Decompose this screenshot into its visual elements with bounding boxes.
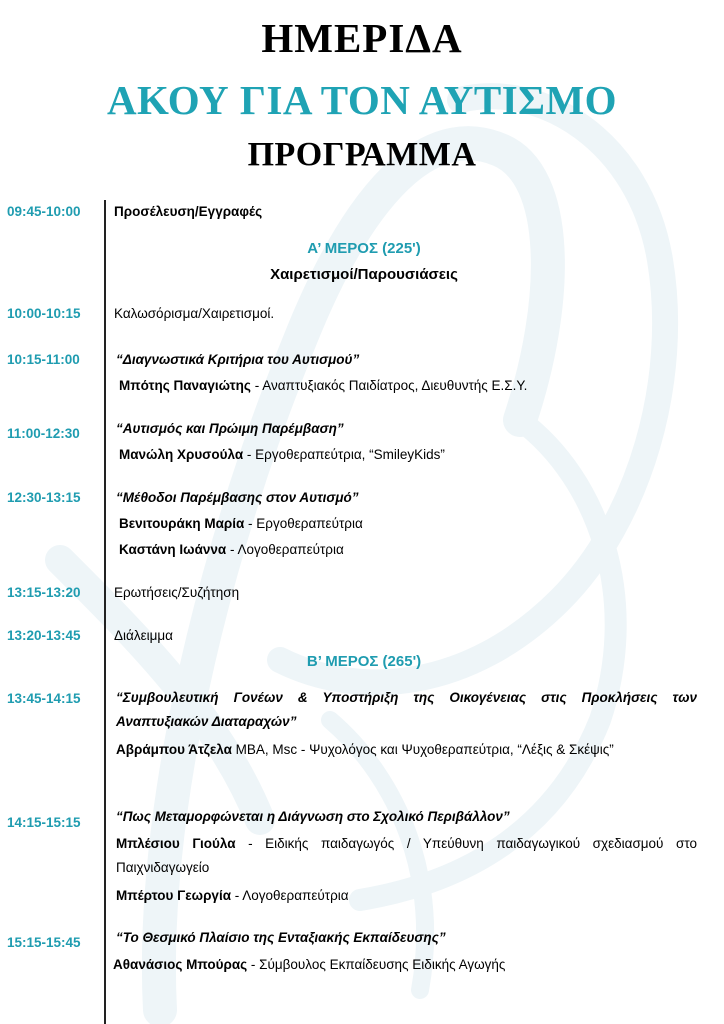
speaker-line	[116, 888, 349, 903]
speaker-name: Αβράμπου Άτζελα	[116, 742, 232, 757]
speaker-role: - Ειδικής παιδαγωγός / Υπεύθυνη παιδαγωγικού σχεδιασμού στο Παιχνιδαγωγείο	[116, 836, 697, 875]
item-title: “Διαγνωστικά Κριτήρια του Αυτισμού”	[116, 352, 360, 367]
speaker-role: - Εργοθεραπεύτρια	[244, 516, 363, 531]
item-title: “Πως Μεταμορφώνεται η Διάγνωση στο Σχολικό Περιβάλλον”	[116, 809, 510, 824]
section-a-title: Α’ ΜΕΡΟΣ (225')	[307, 240, 421, 257]
item-title: Προσέλευση/Εγγραφές	[114, 204, 263, 219]
section-b-title: Β’ ΜΕΡΟΣ (265')	[306, 653, 422, 670]
speaker-role: - Εργοθεραπεύτρια, “SmileyKids”	[243, 447, 445, 462]
speaker-name: Βενιτουράκη Μαρία	[119, 516, 245, 531]
speaker-name: Μπότης Παναγιώτης	[119, 378, 251, 393]
time-label: 12:30-13:15	[7, 490, 81, 505]
item-title: “Αυτισμός και Πρώιμη Παρέμβαση”	[116, 421, 344, 436]
speaker-name: Αθανάσιος Μπούρας	[113, 957, 248, 972]
time-label: 13:20-13:45	[7, 628, 81, 643]
item-title: “Το Θεσμικό Πλαίσιο της Ενταξιακής Εκπαίδευσης”	[116, 930, 446, 945]
timeline-divider	[104, 200, 106, 1024]
time-label: 11:00-12:30	[7, 426, 80, 441]
time-label: 15:15-15:45	[7, 935, 81, 950]
time-label: 10:15-11:00	[7, 352, 80, 367]
program-heading: ΠΡΟΓΡΑΜΜΑ	[247, 136, 477, 173]
speaker-role: - Αναπτυξιακός Παιδίατρος, Διευθυντής Ε.Σ.Υ.	[250, 378, 528, 393]
speaker-line	[116, 738, 697, 762]
speaker-line	[119, 542, 344, 557]
speaker-name: Καστάνη Ιωάννα	[119, 542, 227, 557]
speaker-line	[116, 832, 697, 880]
speaker-role: - Σύμβουλος Εκπαίδευσης Ειδικής Αγωγής	[247, 957, 506, 972]
speaker-role: - Λογοθεραπεύτρια	[226, 542, 344, 557]
time-label: 09:45-10:00	[7, 204, 81, 219]
event-title: ΗΜΕΡΙΔΑ	[261, 15, 463, 61]
section-a-subtitle: Χαιρετισμοί/Παρουσιάσεις	[270, 266, 458, 283]
speaker-name: Μπέρτου Γεωργία	[116, 888, 231, 903]
speaker-role: - Λογοθεραπεύτρια	[231, 888, 349, 903]
item-title: “Συμβουλευτική Γονέων & Υποστήριξη της Οικογένειας στις Προκλήσεις των Αναπτυξιακών Διαταραχών”	[116, 690, 697, 729]
speaker-name: Μπλέσιου Γιούλα	[116, 836, 236, 851]
speaker-line	[119, 378, 527, 393]
speaker-role: MBA, Msc - Ψυχολόγος και Ψυχοθεραπεύτρια, “Λέξις & Σκέψις”	[231, 742, 614, 757]
time-label: 13:45-14:15	[7, 691, 81, 706]
time-label: 14:15-15:15	[7, 815, 81, 830]
item-title: Καλωσόρισμα/Χαιρετισμοί.	[114, 306, 275, 321]
item-title: “Μέθοδοι Παρέμβασης στον Αυτισμό”	[116, 490, 359, 505]
event-subtitle: ΑΚΟΥ ΓΙΑ ΤΟΝ ΑΥΤΙΣΜΟ	[106, 77, 618, 123]
speaker-line	[119, 447, 445, 462]
time-label: 13:15-13:20	[7, 585, 81, 600]
time-label: 10:00-10:15	[7, 306, 81, 321]
item-title: Ερωτήσεις/Συζήτηση	[114, 585, 240, 600]
speaker-line	[113, 957, 505, 972]
speaker-line	[119, 516, 363, 531]
item-title: Διάλειμμα	[114, 628, 173, 643]
speaker-name: Μανώλη Χρυσούλα	[119, 447, 244, 462]
